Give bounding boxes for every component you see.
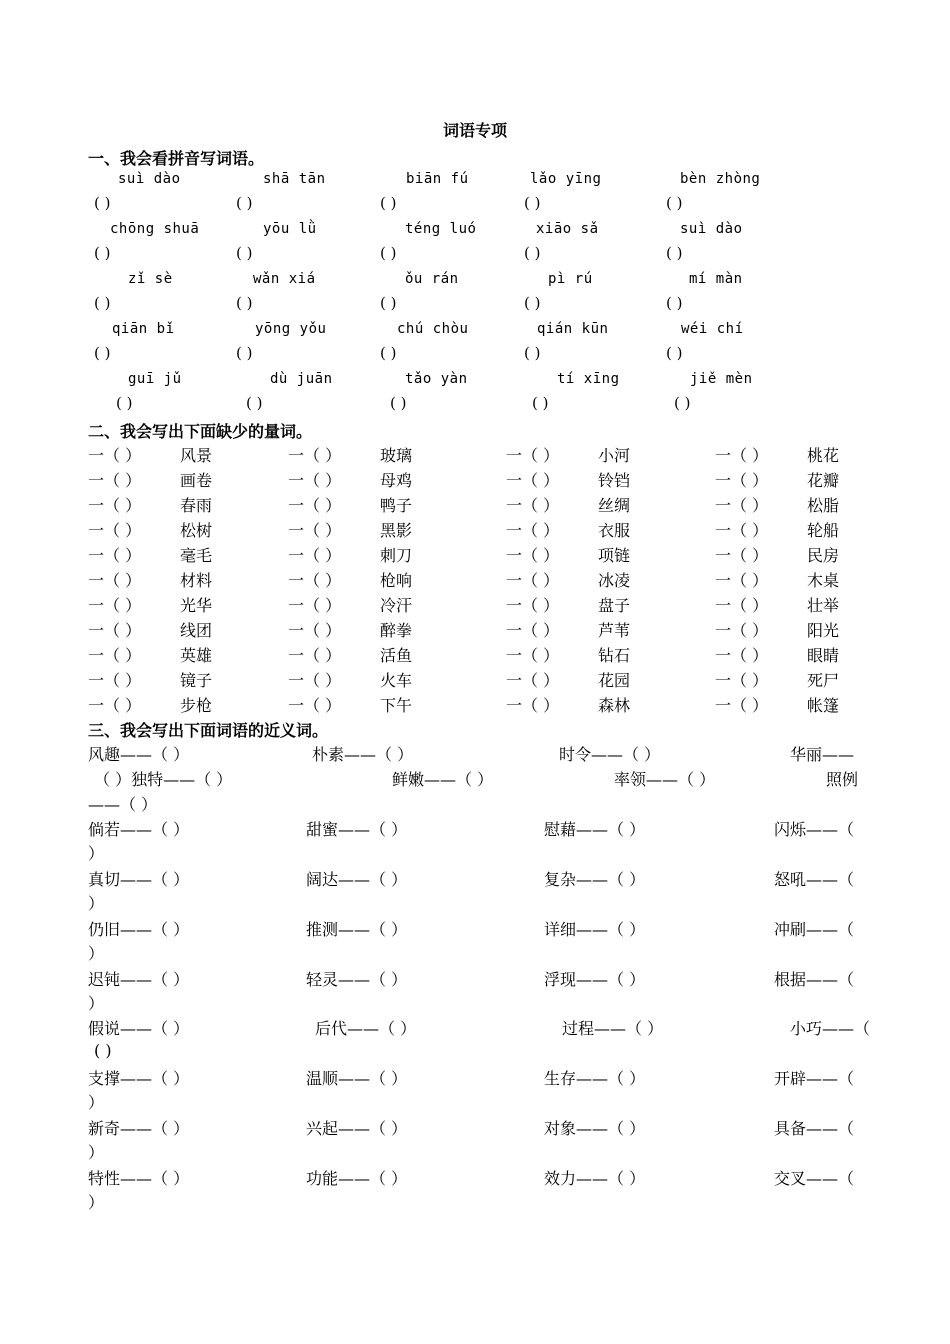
synonym-item: 率领——（ ） [614, 770, 716, 789]
synonym-word: 轻灵 [306, 970, 339, 989]
synonym-close-row [88, 841, 868, 863]
synonym-word: 对象 [544, 1119, 577, 1138]
measure-blank: 一（ ） [288, 571, 342, 590]
page-title: 词语专项 [442, 121, 507, 140]
measure-blank: 一（ ） [288, 496, 342, 515]
measure-row [88, 618, 868, 640]
pinyin-text: biān fú [406, 171, 469, 187]
measure-noun: 风景 [180, 446, 213, 465]
measure-noun: 小河 [598, 446, 631, 465]
answer-blank: ( ) [380, 344, 397, 362]
pinyin-text: lǎo yīng [530, 171, 602, 187]
answer-row [88, 194, 868, 216]
measure-blank: 一（ ） [506, 621, 560, 640]
synonym-row [88, 917, 868, 939]
synonym-blank: ——（ ） [594, 1019, 664, 1038]
synonym-blank: ——（ ） [120, 970, 190, 989]
measure-noun: 芦苇 [598, 621, 631, 640]
synonym-word: 特性 [88, 1169, 121, 1188]
measure-blank: 一（ ） [715, 671, 769, 690]
synonym-word: 具备 [774, 1119, 807, 1138]
synonym-item: 华丽—— [790, 745, 855, 764]
answer-blank: ( ) [94, 294, 111, 312]
measure-blank: 一（ ） [288, 521, 342, 540]
synonym-word: 慰藉 [544, 820, 577, 839]
pinyin-text: chú chòu [397, 321, 469, 337]
measure-noun: 冷汗 [380, 596, 413, 615]
measure-noun: 铃铛 [598, 471, 631, 490]
pinyin-text: mí màn [689, 271, 743, 287]
synonym-word: 假说 [88, 1019, 121, 1038]
synonym-word: 倘若 [88, 820, 121, 839]
measure-noun: 英雄 [180, 646, 213, 665]
measure-blank: 一（ ） [288, 471, 342, 490]
measure-blank: 一（ ） [715, 646, 769, 665]
synonym-blank: ——（ ） [120, 1119, 190, 1138]
measure-noun: 醉拳 [380, 621, 413, 640]
answer-blank: ( ) [390, 394, 407, 412]
measure-noun: 活鱼 [380, 646, 413, 665]
measure-noun: 眼睛 [807, 646, 840, 665]
measure-row [88, 668, 868, 690]
synonym-row [88, 967, 868, 989]
measure-noun: 鸭子 [380, 496, 413, 515]
answer-blank: ( ) [666, 244, 683, 262]
measure-noun: 项链 [598, 546, 631, 565]
synonym-blank: ——（ ） [347, 1019, 417, 1038]
measure-blank: 一（ ） [506, 546, 560, 565]
measure-noun: 黑影 [380, 521, 413, 540]
synonym-blank: ——（ ） [120, 820, 190, 839]
answer-blank: ( ) [116, 394, 133, 412]
synonym-item: （ ）独特——（ ） [94, 770, 233, 789]
synonym-item: 鲜嫩——（ ） [392, 770, 494, 789]
answer-row [88, 294, 868, 316]
synonym-blank: ——（ ） [576, 1119, 646, 1138]
pinyin-text: wéi chí [681, 321, 744, 337]
pinyin-text: téng luó [405, 221, 477, 237]
measure-noun: 玻璃 [380, 446, 413, 465]
synonym-word: 根据 [774, 970, 807, 989]
synonym-blank: ——（ ） [338, 820, 408, 839]
pinyin-text: yōu lǜ [263, 221, 317, 237]
measure-blank: 一（ ） [88, 596, 142, 615]
pinyin-text: qián kūn [537, 321, 609, 337]
close-paren: ） [88, 844, 105, 863]
synonym-blank: ——（ ） [338, 870, 408, 889]
pinyin-text: tǎo yàn [405, 371, 468, 387]
answer-blank: ( ) [532, 394, 549, 412]
synonym-word: 支撑 [88, 1069, 121, 1088]
synonym-word: 复杂 [544, 870, 577, 889]
synonym-close-row [88, 1090, 868, 1112]
measure-blank: 一（ ） [506, 646, 560, 665]
pinyin-text: shā tān [263, 171, 326, 187]
measure-noun: 花瓣 [807, 471, 840, 490]
answer-blank: ( ) [380, 294, 397, 312]
synonym-item: 照例 [826, 770, 859, 789]
measure-blank: 一（ ） [88, 671, 142, 690]
pinyin-text: yōng yǒu [255, 321, 327, 337]
synonym-blank: ——（ [806, 870, 855, 889]
measure-noun: 镜子 [180, 671, 213, 690]
pinyin-text: bèn zhòng [680, 171, 761, 187]
pinyin-text: chōng shuā [110, 221, 200, 237]
measure-row [88, 543, 868, 565]
pinyin-text: qiān bǐ [112, 321, 175, 337]
synonym-row [88, 1041, 868, 1063]
synonym-blank: ——（ [806, 1069, 855, 1088]
measure-noun: 松树 [180, 521, 213, 540]
measure-blank: 一（ ） [88, 471, 142, 490]
synonym-row [88, 1166, 868, 1188]
synonym-blank: ——（ ） [576, 970, 646, 989]
pinyin-text: pì rú [548, 271, 593, 287]
synonym-blank: ——（ [806, 820, 855, 839]
synonym-close-row [88, 991, 868, 1013]
measure-noun: 死尸 [807, 671, 840, 690]
synonym-row [88, 817, 868, 839]
measure-noun: 衣服 [598, 521, 631, 540]
measure-blank: 一（ ） [88, 446, 142, 465]
synonym-close-row [88, 941, 868, 963]
measure-blank: 一（ ） [288, 671, 342, 690]
answer-blank: ( ) [380, 194, 397, 212]
synonym-word: 兴起 [306, 1119, 339, 1138]
answer-blank: ( ) [524, 294, 541, 312]
measure-blank: 一（ ） [288, 621, 342, 640]
synonym-word: 过程 [562, 1019, 595, 1038]
measure-blank: 一（ ） [288, 596, 342, 615]
synonym-word: 温顺 [306, 1069, 339, 1088]
synonym-row [88, 1016, 871, 1038]
measure-row [88, 468, 868, 490]
synonym-item: 风趣——（ ） [88, 745, 190, 764]
synonym-word: 迟钝 [88, 970, 121, 989]
synonym-blank: ——（ ） [120, 920, 190, 939]
measure-noun: 毫毛 [180, 546, 213, 565]
close-paren: ） [88, 1193, 105, 1212]
synonym-item: ——（ ） [88, 795, 158, 814]
answer-blank: ( ) [94, 244, 111, 262]
measure-blank: 一（ ） [88, 621, 142, 640]
answer-blank: ( ) [94, 344, 111, 362]
measure-blank: 一（ ） [88, 496, 142, 515]
answer-row [88, 344, 868, 366]
synonym-row [88, 1066, 868, 1088]
synonym-row [88, 1116, 868, 1138]
pinyin-text: guī jǔ [128, 371, 182, 387]
section-3-heading: 三、我会写出下面词语的近义词。 [88, 721, 329, 740]
measure-blank: 一（ ） [715, 446, 769, 465]
answer-row [88, 394, 868, 416]
synonym-word: 闪烁 [774, 820, 807, 839]
pinyin-text: suì dào [118, 171, 181, 187]
measure-row [88, 693, 868, 715]
synonym-word: 开辟 [774, 1069, 807, 1088]
measure-row [88, 518, 868, 540]
measure-blank: 一（ ） [506, 696, 560, 715]
synonym-blank: ——（ [806, 1169, 855, 1188]
synonym-blank: ——（ ） [576, 1069, 646, 1088]
measure-blank: 一（ ） [88, 646, 142, 665]
synonym-blank: ——（ [806, 1119, 855, 1138]
synonym-close-row [88, 1140, 868, 1162]
synonym-dash: ——（ [822, 1019, 871, 1038]
measure-blank: 一（ ） [715, 471, 769, 490]
synonym-word: 详细 [544, 920, 577, 939]
close-paren: ） [88, 894, 105, 913]
measure-noun: 森林 [598, 696, 631, 715]
pinyin-text: dù juān [270, 371, 333, 387]
synonym-close-row [88, 891, 868, 913]
measure-row [88, 443, 868, 465]
measure-blank: 一（ ） [715, 696, 769, 715]
answer-blank: ( ) [236, 244, 253, 262]
synonym-row [88, 792, 868, 814]
measure-noun: 材料 [180, 571, 213, 590]
synonym-blank: ——（ ） [576, 1169, 646, 1188]
pinyin-text: suì dào [680, 221, 743, 237]
pinyin-row [88, 271, 868, 293]
measure-blank: 一（ ） [88, 546, 142, 565]
measure-blank: 一（ ） [506, 596, 560, 615]
measure-noun: 春雨 [180, 496, 213, 515]
measure-noun: 帐篷 [807, 696, 840, 715]
synonym-word: 生存 [544, 1069, 577, 1088]
measure-blank: 一（ ） [88, 571, 142, 590]
pinyin-text: wǎn xiá [253, 271, 316, 287]
answer-blank: ( ) [380, 244, 397, 262]
measure-noun: 线团 [180, 621, 213, 640]
synonym-blank: ( ) [94, 1041, 112, 1060]
answer-blank: ( ) [524, 244, 541, 262]
measure-noun: 刺刀 [380, 546, 413, 565]
measure-noun: 冰凌 [598, 571, 631, 590]
synonym-blank: ——（ ） [120, 1169, 190, 1188]
measure-noun: 花园 [598, 671, 631, 690]
answer-blank: ( ) [236, 194, 253, 212]
pinyin-row [88, 171, 868, 193]
measure-blank: 一（ ） [288, 446, 342, 465]
synonym-word: 真切 [88, 870, 121, 889]
synonym-word: 小巧 [790, 1019, 823, 1038]
measure-noun: 桃花 [807, 446, 840, 465]
synonym-row [88, 742, 868, 764]
pinyin-text: tí xīng [557, 371, 620, 387]
section-2-heading: 二、我会写出下面缺少的量词。 [88, 422, 313, 441]
synonym-word: 效力 [544, 1169, 577, 1188]
measure-blank: 一（ ） [506, 521, 560, 540]
measure-blank: 一（ ） [715, 596, 769, 615]
measure-noun: 木桌 [807, 571, 840, 590]
synonym-blank: ——（ ） [338, 920, 408, 939]
answer-blank: ( ) [674, 394, 691, 412]
measure-blank: 一（ ） [506, 671, 560, 690]
pinyin-text: ǒu rán [405, 271, 459, 287]
measure-row [88, 643, 868, 665]
measure-blank: 一（ ） [715, 621, 769, 640]
measure-noun: 钻石 [598, 646, 631, 665]
answer-blank: ( ) [236, 344, 253, 362]
measure-blank: 一（ ） [715, 496, 769, 515]
measure-noun: 下午 [380, 696, 413, 715]
answer-row [88, 244, 868, 266]
measure-noun: 盘子 [598, 596, 631, 615]
answer-blank: ( ) [94, 194, 111, 212]
measure-row [88, 493, 868, 515]
synonym-blank: ——（ ） [576, 870, 646, 889]
section-1-heading: 一、我会看拼音写词语。 [88, 149, 265, 168]
synonym-blank: ——（ ） [576, 820, 646, 839]
measure-blank: 一（ ） [288, 646, 342, 665]
measure-blank: 一（ ） [506, 471, 560, 490]
pinyin-text: xiāo sǎ [536, 221, 599, 237]
measure-blank: 一（ ） [506, 571, 560, 590]
synonym-word: 推测 [306, 920, 339, 939]
synonym-word: 阔达 [306, 870, 339, 889]
synonym-row [88, 867, 868, 889]
synonym-blank: ——（ ） [120, 1019, 190, 1038]
measure-noun: 壮举 [807, 596, 840, 615]
synonym-blank: ——（ [806, 920, 855, 939]
measure-noun: 步枪 [180, 696, 213, 715]
measure-noun: 阳光 [807, 621, 840, 640]
measure-blank: 一（ ） [715, 571, 769, 590]
close-paren: ） [88, 994, 105, 1013]
answer-blank: ( ) [666, 344, 683, 362]
measure-noun: 画卷 [180, 471, 213, 490]
measure-blank: 一（ ） [506, 496, 560, 515]
synonym-blank: ——（ ） [338, 1119, 408, 1138]
measure-noun: 轮船 [807, 521, 840, 540]
synonym-word: 功能 [306, 1169, 339, 1188]
pinyin-text: zǐ sè [128, 271, 173, 287]
synonym-word: 后代 [315, 1019, 348, 1038]
synonym-blank: ——（ ） [338, 1169, 408, 1188]
synonym-item: 时令——（ ） [559, 745, 661, 764]
measure-noun: 枪响 [380, 571, 413, 590]
measure-noun: 民房 [807, 546, 840, 565]
pinyin-row [88, 321, 868, 343]
synonym-blank: ——（ ） [576, 920, 646, 939]
answer-blank: ( ) [524, 344, 541, 362]
measure-blank: 一（ ） [88, 521, 142, 540]
measure-noun: 光华 [180, 596, 213, 615]
measure-blank: 一（ ） [506, 446, 560, 465]
measure-blank: 一（ ） [715, 521, 769, 540]
close-paren: ） [88, 1143, 105, 1162]
measure-blank: 一（ ） [715, 546, 769, 565]
answer-blank: ( ) [236, 294, 253, 312]
synonym-word: 浮现 [544, 970, 577, 989]
pinyin-row [88, 371, 868, 393]
measure-noun: 松脂 [807, 496, 840, 515]
synonym-item: 朴素——（ ） [312, 745, 414, 764]
synonym-blank: ——（ [806, 970, 855, 989]
synonym-word: 仍旧 [88, 920, 121, 939]
synonym-blank: ——（ ） [338, 970, 408, 989]
measure-row [88, 568, 868, 590]
synonym-word: 新奇 [88, 1119, 121, 1138]
synonym-blank: ——（ ） [120, 870, 190, 889]
measure-noun: 火车 [380, 671, 413, 690]
synonym-blank: ——（ ） [338, 1069, 408, 1088]
measure-row [88, 593, 868, 615]
answer-blank: ( ) [666, 294, 683, 312]
close-paren: ） [88, 1093, 105, 1112]
synonym-blank: ——（ ） [120, 1069, 190, 1088]
synonym-word: 甜蜜 [306, 820, 339, 839]
measure-blank: 一（ ） [288, 696, 342, 715]
close-paren: ） [88, 944, 105, 963]
synonym-close-row [88, 1190, 868, 1212]
pinyin-row [88, 221, 868, 243]
measure-noun: 丝绸 [598, 496, 631, 515]
pinyin-text: jiě mèn [690, 371, 753, 387]
measure-noun: 母鸡 [380, 471, 413, 490]
synonym-word: 怒吼 [774, 870, 807, 889]
measure-blank: 一（ ） [288, 546, 342, 565]
synonym-row [88, 767, 868, 789]
answer-blank: ( ) [666, 194, 683, 212]
answer-blank: ( ) [524, 194, 541, 212]
synonym-word: 交叉 [774, 1169, 807, 1188]
answer-blank: ( ) [246, 394, 263, 412]
synonym-word: 冲刷 [774, 920, 807, 939]
measure-blank: 一（ ） [88, 696, 142, 715]
